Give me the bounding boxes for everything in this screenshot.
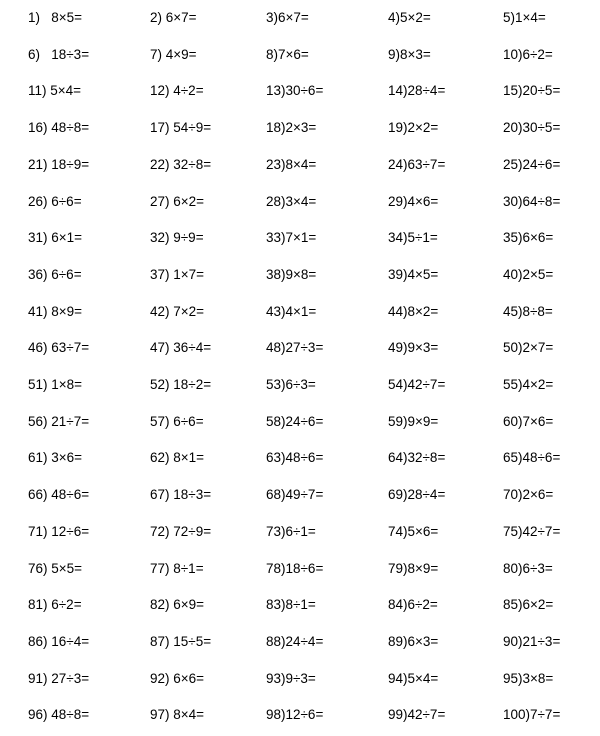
math-problem: 27) 6×2= bbox=[150, 193, 205, 209]
math-problem: 45)8÷8= bbox=[503, 303, 553, 319]
problem-row bbox=[0, 367, 600, 404]
math-problem: 28)3×4= bbox=[266, 193, 317, 209]
math-problem: 99)42÷7= bbox=[388, 707, 446, 723]
math-problem: 34)5÷1= bbox=[388, 230, 438, 246]
math-problem: 88)24÷4= bbox=[266, 633, 324, 649]
math-problem: 62) 8×1= bbox=[150, 450, 205, 466]
problem-row bbox=[0, 220, 600, 257]
math-problem: 86) 16÷4= bbox=[28, 633, 90, 649]
math-problem: 19)2×2= bbox=[388, 120, 439, 136]
math-problem: 76) 5×5= bbox=[28, 560, 83, 576]
math-problem: 73)6÷1= bbox=[266, 523, 316, 539]
math-problem: 29)4×6= bbox=[388, 193, 439, 209]
math-problem: 42) 7×2= bbox=[150, 303, 205, 319]
math-problem: 75)42÷7= bbox=[503, 523, 561, 539]
math-problem: 72) 72÷9= bbox=[150, 523, 212, 539]
math-problem: 8)7×6= bbox=[266, 46, 309, 62]
math-problem: 12) 4÷2= bbox=[150, 83, 204, 99]
math-problem: 57) 6÷6= bbox=[150, 413, 204, 429]
math-problem: 48)27÷3= bbox=[266, 340, 324, 356]
problem-row bbox=[0, 110, 600, 147]
math-problem: 51) 1×8= bbox=[28, 377, 83, 392]
math-problem: 77) 8÷1= bbox=[150, 560, 204, 576]
math-problem: 32) 9÷9= bbox=[150, 230, 204, 246]
math-problem: 66) 48÷6= bbox=[28, 487, 90, 503]
math-problem: 25)24÷6= bbox=[503, 156, 561, 172]
math-problem: 70)2×6= bbox=[503, 487, 554, 503]
problem-row bbox=[0, 697, 600, 734]
math-problem: 15)20÷5= bbox=[503, 83, 561, 99]
math-problem: 41) 8×9= bbox=[28, 303, 83, 319]
math-problem: 98)12÷6= bbox=[266, 707, 324, 723]
math-problem: 69)28÷4= bbox=[388, 487, 446, 503]
math-problem: 87) 15÷5= bbox=[150, 633, 212, 649]
math-problem: 21) 18÷9= bbox=[28, 156, 90, 172]
math-problem: 71) 12÷6= bbox=[28, 523, 90, 539]
problem-row bbox=[0, 587, 600, 624]
math-problem: 14)28÷4= bbox=[388, 83, 446, 99]
math-problem: 100)7÷7= bbox=[503, 707, 561, 723]
math-problem: 83)8÷1= bbox=[266, 597, 316, 613]
problem-row bbox=[0, 624, 600, 661]
problem-row bbox=[0, 0, 600, 37]
math-problem: 6) 18÷3= bbox=[28, 46, 90, 62]
math-problem: 59)9×9= bbox=[388, 413, 439, 429]
math-problem: 26) 6÷6= bbox=[28, 193, 82, 209]
math-problem: 52) 18÷2= bbox=[150, 377, 212, 392]
math-problem: 89)6×3= bbox=[388, 633, 439, 649]
math-problem: 53)6÷3= bbox=[266, 377, 316, 392]
math-problem: 24)63÷7= bbox=[388, 156, 446, 172]
math-problem: 47) 36÷4= bbox=[150, 340, 212, 356]
math-problem: 16) 48÷8= bbox=[28, 120, 90, 136]
math-problem: 11) 5×4= bbox=[28, 83, 82, 99]
math-problem: 82) 6×9= bbox=[150, 597, 205, 613]
problem-row bbox=[0, 330, 600, 367]
math-problem: 91) 27÷3= bbox=[28, 670, 90, 686]
problem-row bbox=[0, 404, 600, 441]
math-problem: 55)4×2= bbox=[503, 377, 554, 392]
math-problem: 95)3×8= bbox=[503, 670, 554, 686]
math-problem: 60)7×6= bbox=[503, 413, 554, 429]
math-problem: 35)6×6= bbox=[503, 230, 554, 246]
math-problem: 85)6×2= bbox=[503, 597, 554, 613]
math-problem: 92) 6×6= bbox=[150, 670, 205, 686]
math-problem: 63)48÷6= bbox=[266, 450, 324, 466]
math-problem: 54)42÷7= bbox=[388, 377, 446, 392]
problem-row bbox=[0, 551, 600, 588]
math-problem: 74)5×6= bbox=[388, 523, 439, 539]
problem-row bbox=[0, 477, 600, 514]
math-problem: 93)9÷3= bbox=[266, 670, 316, 686]
math-problem: 68)49÷7= bbox=[266, 487, 324, 503]
problem-row bbox=[0, 514, 600, 551]
math-problem: 46) 63÷7= bbox=[28, 340, 90, 356]
math-problem: 7) 4×9= bbox=[150, 46, 197, 62]
math-problem: 3)6×7= bbox=[266, 10, 309, 25]
math-problem: 67) 18÷3= bbox=[150, 487, 212, 503]
math-problem: 97) 8×4= bbox=[150, 707, 205, 723]
math-problem: 78)18÷6= bbox=[266, 560, 324, 576]
problem-row bbox=[0, 147, 600, 184]
math-problem: 44)8×2= bbox=[388, 303, 439, 319]
math-problem: 84)6÷2= bbox=[388, 597, 438, 613]
math-problem: 64)32÷8= bbox=[388, 450, 446, 466]
math-problem: 94)5×4= bbox=[388, 670, 439, 686]
math-problem: 33)7×1= bbox=[266, 230, 317, 246]
math-problem: 43)4×1= bbox=[266, 303, 317, 319]
math-problem: 80)6÷3= bbox=[503, 560, 553, 576]
math-problem: 81) 6÷2= bbox=[28, 597, 82, 613]
math-problem: 49)9×3= bbox=[388, 340, 439, 356]
math-problem: 1) 8×5= bbox=[28, 10, 83, 25]
problem-row bbox=[0, 440, 600, 477]
math-problem: 13)30÷6= bbox=[266, 83, 324, 99]
problem-row bbox=[0, 37, 600, 74]
math-problem: 20)30÷5= bbox=[503, 120, 561, 136]
math-problem: 96) 48÷8= bbox=[28, 707, 90, 723]
problem-row bbox=[0, 257, 600, 294]
math-problem: 5)1×4= bbox=[503, 10, 546, 25]
math-problem: 79)8×9= bbox=[388, 560, 439, 576]
problem-row bbox=[0, 294, 600, 331]
math-problem: 18)2×3= bbox=[266, 120, 317, 136]
math-problem: 4)5×2= bbox=[388, 10, 431, 25]
math-problem: 9)8×3= bbox=[388, 46, 431, 62]
math-problem: 61) 3×6= bbox=[28, 450, 83, 466]
problem-row bbox=[0, 184, 600, 221]
problem-row bbox=[0, 661, 600, 698]
math-problem: 39)4×5= bbox=[388, 266, 439, 282]
math-problem: 65)48÷6= bbox=[503, 450, 561, 466]
math-problem: 56) 21÷7= bbox=[28, 413, 90, 429]
math-problem: 22) 32÷8= bbox=[150, 156, 212, 172]
math-problem: 38)9×8= bbox=[266, 266, 317, 282]
math-problem: 30)64÷8= bbox=[503, 193, 561, 209]
math-problem: 58)24÷6= bbox=[266, 413, 324, 429]
math-problem: 50)2×7= bbox=[503, 340, 554, 356]
math-problem: 17) 54÷9= bbox=[150, 120, 212, 136]
math-problem: 31) 6×1= bbox=[28, 230, 83, 246]
math-problem: 2) 6×7= bbox=[150, 10, 197, 25]
problem-row bbox=[0, 73, 600, 110]
math-problem: 37) 1×7= bbox=[150, 266, 205, 282]
math-problem: 36) 6÷6= bbox=[28, 266, 82, 282]
math-problem: 23)8×4= bbox=[266, 156, 317, 172]
math-problem: 40)2×5= bbox=[503, 266, 554, 282]
math-problem: 90)21÷3= bbox=[503, 633, 561, 649]
math-problem: 10)6÷2= bbox=[503, 46, 553, 62]
